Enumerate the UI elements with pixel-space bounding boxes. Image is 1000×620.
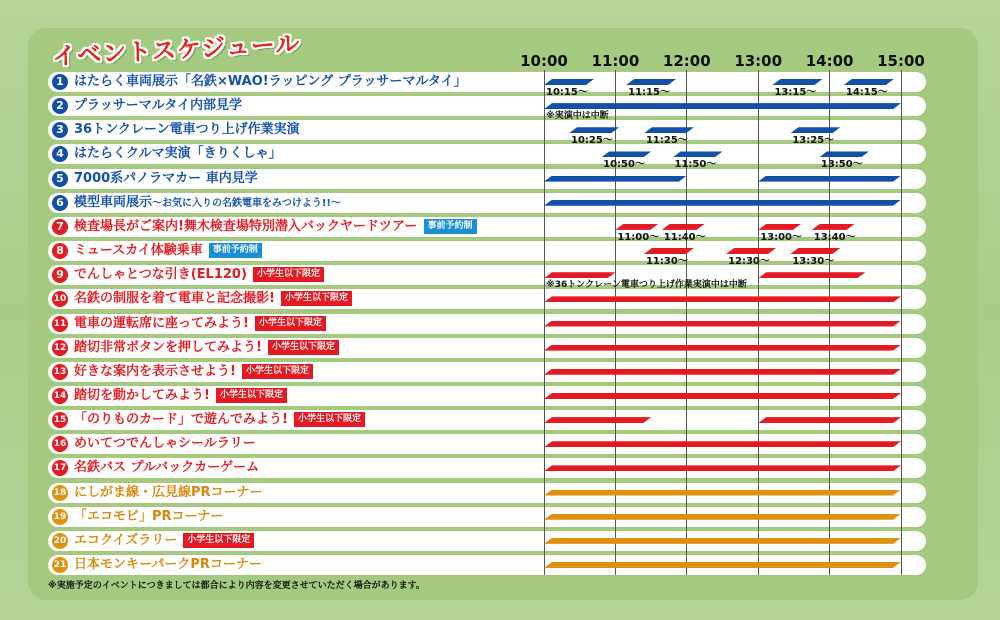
schedule-bar bbox=[544, 562, 901, 568]
kids-only-badge: 小学生以下限定 bbox=[294, 412, 365, 427]
row-number-badge: 20 bbox=[52, 533, 68, 549]
time-label: 11:40～ bbox=[663, 231, 706, 243]
time-label: 13:50～ bbox=[820, 159, 863, 171]
event-label bbox=[74, 555, 262, 575]
event-name: 検査場長がご案内!舞木検査場特別潜入バックヤードツアー bbox=[74, 218, 418, 234]
event-name: 名鉄の制服を着て電車と記念撮影! bbox=[74, 291, 275, 307]
event-label bbox=[74, 96, 242, 116]
event-name: 日本モンキーパークPRコーナー bbox=[74, 557, 262, 572]
reservation-badge: 事前予約制 bbox=[209, 243, 262, 258]
schedule-bar bbox=[758, 417, 901, 423]
schedule-bar bbox=[544, 441, 901, 447]
row-number-badge: 10 bbox=[52, 291, 68, 307]
time-label: 13:40～ bbox=[813, 231, 856, 243]
time-label: 12:30～ bbox=[728, 256, 770, 268]
schedule-bar bbox=[544, 465, 901, 471]
event-label bbox=[74, 386, 287, 406]
hour-label: 11:00 bbox=[591, 52, 640, 70]
event-label bbox=[74, 241, 262, 261]
hour-label: 12:00 bbox=[662, 52, 711, 70]
row-note: ※36トンクレーン電車つり上げ作業実演中は中断 bbox=[546, 280, 747, 291]
event-name: 好きな案内を表示させよう! bbox=[74, 363, 236, 379]
hour-gridline bbox=[544, 70, 545, 575]
event-label bbox=[74, 169, 258, 189]
row-number-badge: 15 bbox=[52, 412, 68, 428]
event-name: プラッサーマルタイ内部見学 bbox=[74, 98, 242, 114]
event-name: めいてつでんしゃシールラリー bbox=[74, 436, 256, 452]
row-number-badge: 21 bbox=[52, 557, 68, 573]
schedule-bar bbox=[544, 296, 901, 302]
hour-label: 13:00 bbox=[734, 52, 783, 70]
kids-only-badge: 小学生以下限定 bbox=[242, 364, 313, 379]
event-name: でんしゃとつな引き(EL120) bbox=[74, 267, 247, 283]
event-name: はたらく車両展示「名鉄×WAO!ラッピング プラッサーマルタイ」 bbox=[74, 74, 467, 89]
kids-only-badge: 小学生以下限定 bbox=[183, 533, 254, 548]
schedule-bar bbox=[544, 345, 901, 351]
footnote: ※実施予定のイベントにつきましては都合により内容を変更させていただく場合があります。 bbox=[48, 581, 425, 591]
time-label: 11:25～ bbox=[645, 135, 688, 147]
row-number-badge: 9 bbox=[52, 267, 68, 283]
event-name: 模型車両展示 bbox=[74, 194, 153, 210]
row-number-badge: 7 bbox=[52, 219, 68, 235]
time-label: 11:00～ bbox=[617, 231, 660, 243]
row-number-badge: 6 bbox=[52, 195, 68, 211]
event-label bbox=[74, 507, 224, 527]
event-label bbox=[74, 531, 254, 551]
row-number-badge: 3 bbox=[52, 122, 68, 138]
time-label: 10:25～ bbox=[570, 135, 613, 147]
schedule-bar bbox=[544, 490, 901, 496]
time-label: 13:30～ bbox=[792, 256, 835, 268]
row-number-badge: 11 bbox=[52, 316, 68, 332]
schedule-bar bbox=[544, 538, 901, 544]
row-number-badge: 18 bbox=[52, 485, 68, 501]
event-label bbox=[74, 458, 259, 478]
time-label: 13:25～ bbox=[792, 135, 835, 147]
schedule-bar bbox=[758, 272, 865, 278]
event-name: 「のりものカード」で遊んでみよう! bbox=[74, 412, 288, 428]
page-title: イベントスケジュール bbox=[51, 29, 302, 71]
event-name: にしがま線・広見線PRコーナー bbox=[74, 484, 263, 500]
event-name: 踏切を動かしてみよう! bbox=[74, 387, 210, 403]
event-label bbox=[74, 434, 256, 454]
kids-only-badge: 小学生以下限定 bbox=[281, 291, 352, 306]
event-name: 電車の運転席に座ってみよう! bbox=[74, 315, 249, 331]
event-label bbox=[74, 72, 467, 92]
event-label bbox=[74, 483, 263, 503]
event-label bbox=[74, 362, 313, 382]
schedule-bar bbox=[758, 176, 901, 182]
hour-label: 10:00 bbox=[520, 52, 568, 70]
kids-only-badge: 小学生以下限定 bbox=[268, 340, 339, 355]
event-label bbox=[74, 193, 341, 214]
time-label: 11:50～ bbox=[674, 159, 717, 171]
schedule-bar bbox=[544, 393, 901, 399]
event-subtitle: ～お気に入りの名鉄電車をみつけよう!!～ bbox=[152, 197, 341, 209]
event-label bbox=[74, 265, 324, 285]
event-label bbox=[74, 338, 339, 358]
row-number-badge: 1 bbox=[52, 74, 68, 90]
time-label: 13:00～ bbox=[760, 231, 803, 243]
row-number-badge: 17 bbox=[52, 460, 68, 476]
time-label: 10:15～ bbox=[546, 87, 588, 98]
row-note: ※実演中は中断 bbox=[546, 111, 609, 122]
schedule-bar bbox=[544, 369, 901, 375]
kids-only-badge: 小学生以下限定 bbox=[253, 267, 324, 282]
row-number-badge: 5 bbox=[52, 171, 68, 187]
event-name: エコクイズラリー bbox=[74, 532, 178, 548]
time-label: 13:15～ bbox=[774, 87, 817, 98]
schedule-bar bbox=[544, 176, 687, 182]
kids-only-badge: 小学生以下限定 bbox=[255, 316, 326, 331]
row-number-badge: 13 bbox=[52, 364, 68, 380]
row-number-badge: 19 bbox=[52, 509, 68, 525]
event-label bbox=[74, 410, 365, 430]
row-number-badge: 16 bbox=[52, 436, 68, 452]
event-label bbox=[74, 314, 326, 334]
reservation-badge: 事前予約制 bbox=[424, 219, 477, 234]
event-name: 36トンクレーン電車つり上げ作業実演 bbox=[74, 122, 300, 138]
event-name: はたらくクルマ実演「きりくしゃ」 bbox=[74, 146, 282, 162]
row-number-badge: 8 bbox=[52, 243, 68, 259]
event-label bbox=[74, 217, 477, 237]
time-label: 14:15～ bbox=[845, 87, 888, 98]
event-label bbox=[74, 289, 352, 309]
schedule-bar bbox=[544, 200, 901, 206]
row-number-badge: 2 bbox=[52, 98, 68, 114]
row-number-badge: 4 bbox=[52, 146, 68, 162]
event-name: 名鉄バス プルバックカーゲーム bbox=[74, 460, 260, 476]
schedule-bar bbox=[544, 514, 901, 520]
row-number-badge: 12 bbox=[52, 340, 68, 356]
event-label bbox=[74, 120, 300, 140]
schedule-bar bbox=[544, 417, 651, 423]
kids-only-badge: 小学生以下限定 bbox=[216, 388, 287, 403]
time-label: 11:15～ bbox=[628, 87, 670, 98]
hour-label: 15:00 bbox=[877, 52, 925, 70]
event-name: 「エコモビ」PRコーナー bbox=[74, 508, 224, 524]
event-name: 7000系パノラマカー 車内見学 bbox=[74, 170, 258, 186]
event-label bbox=[74, 144, 282, 164]
time-label: 11:30～ bbox=[645, 256, 688, 268]
schedule-bar bbox=[544, 321, 901, 327]
event-name: ミュースカイ体験乗車 bbox=[74, 243, 203, 259]
hour-label: 14:00 bbox=[805, 52, 854, 70]
row-number-badge: 14 bbox=[52, 388, 68, 404]
event-name: 踏切非常ボタンを押してみよう! bbox=[74, 339, 262, 355]
time-label: 10:50～ bbox=[603, 159, 645, 171]
hour-gridline bbox=[901, 70, 902, 575]
